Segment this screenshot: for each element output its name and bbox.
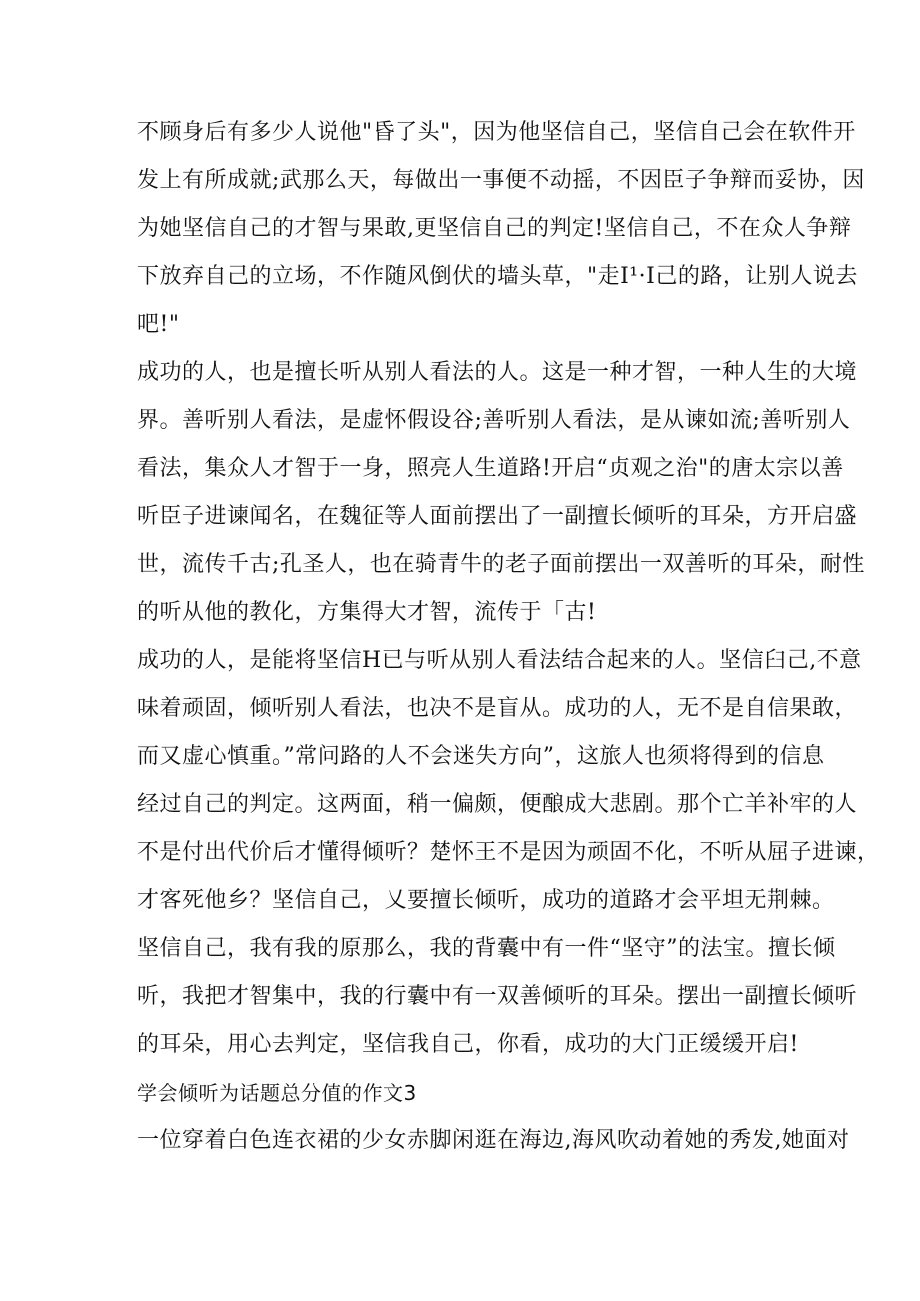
paragraph-4-line-2: 听，我把才智集中，我的行囊中有一双善倾听的耳朵。摆出一副擅长倾听 — [137, 984, 858, 1009]
paragraph-1-line-2: 发上有所成就;武那么天，每做出一事便不动摇，不因臣子争辩而妥协，因 — [137, 168, 865, 193]
paragraph-4-line-1: 坚信自己，我有我的原那么，我的背囊中有一件“坚守”的法宝。擅长倾 — [137, 936, 836, 961]
paragraph-2-line-1: 成功的人，也是擅长听从别人看法的人。这是一种才智，一种人生的大境 — [137, 360, 858, 385]
paragraph-2-line-3: 看法，集众人才智于一身，照亮人生道路!开启“贞观之治"的唐太宗以善 — [137, 456, 844, 481]
essay-heading: 学会倾听为话题总分值的作文3 — [137, 1081, 417, 1105]
paragraph-2-line-2: 界。善听别人看法，是虚怀假设谷;善听别人看法，是从谏如流;善听别人 — [137, 408, 851, 433]
final-paragraph-line-1: 一位穿着白色连衣裙的少女赤脚闲逛在海边,海风吹动着她的秀发,她面对 — [137, 1128, 850, 1153]
paragraph-2-line-4: 听臣子进谏闻名，在魏征等人面前摆出了一副擅长倾听的耳朵，方开启盛 — [137, 504, 858, 529]
paragraph-3-line-5: 不是付出代价后才懂得倾听？楚怀王不是因为顽固不化，不听从屈子进谏， — [137, 840, 880, 865]
paragraph-1-line-5: 吧!" — [137, 312, 180, 337]
paragraph-1-line-3: 为她坚信自己的才智与果敢,更坚信自己的判定!坚信自己，不在众人争辩 — [137, 216, 852, 241]
paragraph-3-line-1: 成功的人，是能将坚信H已与听从别人看法结合起来的人。坚信臼己,不意 — [137, 648, 862, 673]
paragraph-3-line-3: 而又虚心慎重。”常问路的人不会迷失方向”，这旅人也须将得到的信息 — [137, 744, 825, 769]
paragraph-3-line-2: 味着顽固，倾听别人看法，也决不是盲从。成功的人，无不是自信果敢， — [137, 696, 858, 721]
paragraph-2-line-6: 的听从他的教化，方集得大才智，流传于「古! — [137, 600, 597, 625]
paragraph-4-line-3: 的耳朵，用心去判定，坚信我自己，你看，成功的大门正缓缓开启! — [137, 1032, 799, 1057]
paragraph-1-line-1: 不顾身后有多少人说他"昏了头"，因为他坚信自己，坚信自己会在软件开 — [137, 120, 856, 145]
paragraph-2-line-5: 世，流传千古;孔圣人，也在骑青牛的老子面前摆出一双善听的耳朵，耐性 — [137, 552, 865, 577]
paragraph-3-line-6: 才客死他乡？坚信自己，乂要擅长倾听，成功的道路才会平坦无荆棘。 — [137, 888, 835, 913]
paragraph-1-line-4: 下放弃自己的立场，不作随风倒伏的墙头草，"走I¹·I己的路，让别人说去 — [137, 264, 858, 289]
paragraph-3-line-4: 经过自己的判定。这两面，稍一偏颇，便酿成大悲剧。那个亡羊补牢的人 — [137, 792, 858, 817]
